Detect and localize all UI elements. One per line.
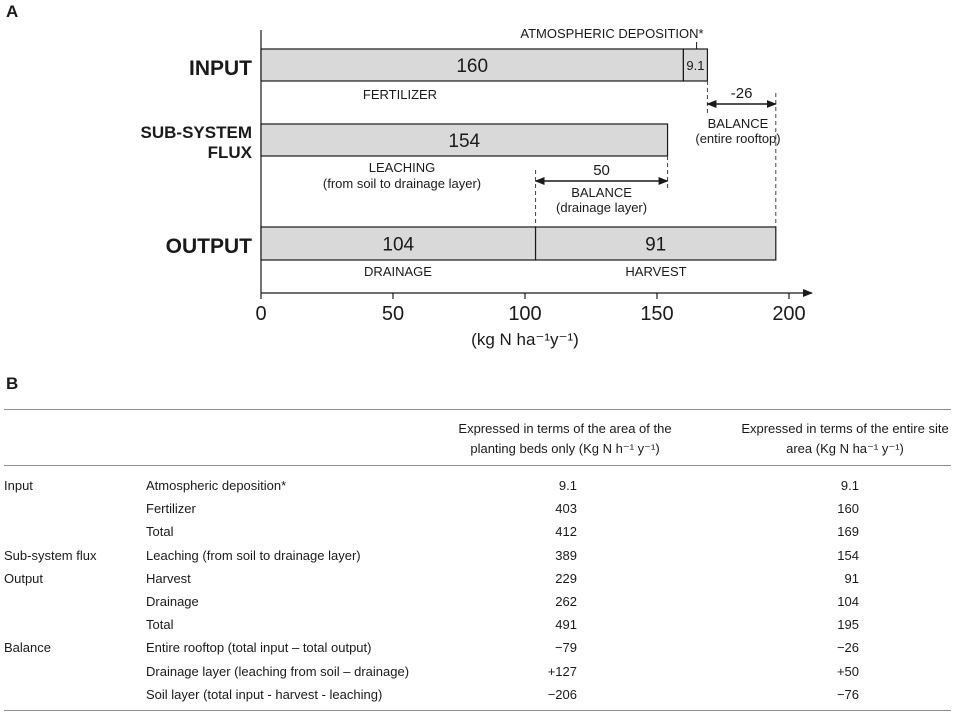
table-item-1: Fertilizer	[146, 501, 196, 517]
table-top-rule	[4, 409, 951, 410]
bar-value-2-0: 104	[382, 234, 415, 256]
label-leaching-line0: LEACHING	[368, 160, 436, 175]
table-value-beds-4: 229	[555, 570, 577, 586]
balance-rooftop-label-line1: (entire rooftop)	[695, 131, 781, 146]
table-item-8: Drainage layer (leaching from soil – drainage)	[146, 663, 410, 679]
table-item-9: Soil layer (total input - harvest - leaching)	[146, 686, 383, 702]
bar-value-0-0: 160	[456, 56, 489, 77]
row-label-output: OUTPUT	[165, 235, 252, 258]
header-planting-beds-line2: planting beds only (Kg N h⁻¹ y⁻¹)	[470, 441, 660, 456]
x-tick-label-50: 50	[381, 303, 405, 325]
table-item-7: Entire rooftop (total input – total output)	[146, 640, 372, 656]
table-value-site-7: −26	[836, 640, 859, 656]
row-label-input: INPUT	[189, 57, 252, 80]
table-value-beds-2: 412	[555, 524, 577, 540]
x-tick-label-100: 100	[508, 303, 542, 325]
bar-value-1-0: 154	[448, 131, 481, 152]
x-tick-label-0: 0	[255, 303, 267, 325]
table-item-0: Atmospheric deposition*	[146, 478, 287, 493]
table-group-0: Input	[4, 478, 33, 493]
table-value-beds-8: +127	[547, 663, 577, 679]
table-value-site-2: 169	[837, 524, 859, 540]
table-value-site-3: 154	[837, 547, 859, 563]
table-value-beds-0: 9.1	[558, 478, 577, 493]
header-entire-site-line2: area (Kg N ha⁻¹ y⁻¹)	[786, 441, 904, 456]
table-value-site-5: 104	[837, 594, 859, 609]
header-planting-beds-line1: Expressed in terms of the area of the	[458, 421, 672, 436]
table-value-beds-1: 403	[555, 501, 577, 517]
table-item-5: Drainage	[146, 594, 199, 609]
balance-rooftop-label-line0: BALANCE	[707, 116, 769, 131]
table-value-site-4: 91	[844, 570, 859, 586]
table-value-beds-6: 491	[555, 617, 577, 633]
balance-drainage-label-line0: BALANCE	[571, 185, 632, 200]
header-planting-beds	[440, 419, 690, 459]
table-value-site-1: 160	[837, 501, 859, 517]
label-atmospheric-deposition: ATMOSPHERIC DEPOSITION*	[520, 26, 704, 41]
table-value-beds-3: 389	[555, 547, 577, 563]
table-value-beds-5: 262	[555, 594, 577, 609]
table-header-rule	[4, 465, 951, 466]
label-fertilizer: FERTILIZER	[362, 87, 438, 102]
x-axis-label: (kg N ha⁻¹y⁻¹)	[471, 330, 579, 349]
x-tick-label-200: 200	[772, 303, 806, 325]
table-value-site-8: +50	[836, 663, 859, 679]
bar-value-0-1: 9.1	[686, 58, 705, 73]
label-drainage: DRAINAGE	[364, 264, 432, 279]
balance-drainage-value: 50	[593, 162, 610, 179]
table-group-3: Sub-system flux	[4, 547, 97, 563]
table-item-4: Harvest	[146, 570, 191, 586]
row-label-1-line1: FLUX	[207, 143, 252, 162]
balance-rooftop-value: -26	[730, 85, 753, 102]
table-group-7: Balance	[4, 640, 51, 656]
x-tick-label-150: 150	[640, 303, 674, 325]
row-label-1-line0: SUB-SYSTEM	[140, 123, 252, 142]
balance-drainage-label-line1: (drainage layer)	[556, 200, 648, 215]
table-item-6: Total	[146, 617, 174, 633]
table-value-site-0: 9.1	[840, 478, 859, 493]
table-value-beds-7: −79	[554, 640, 577, 656]
header-entire-site	[720, 419, 957, 459]
table-item-2: Total	[146, 524, 174, 540]
label-harvest: HARVEST	[625, 264, 687, 279]
table-group-4: Output	[4, 570, 44, 586]
header-entire-site-line1: Expressed in terms of the entire site	[741, 421, 949, 436]
table-item-3: Leaching (from soil to drainage layer)	[146, 547, 361, 563]
panel-b-label: B	[6, 374, 19, 393]
table-bottom-rule	[4, 710, 951, 711]
panel-a-label: A	[6, 2, 19, 21]
bar-value-2-1: 91	[645, 234, 667, 256]
table-value-beds-9: −206	[547, 686, 577, 702]
table-value-site-9: −76	[836, 686, 859, 702]
label-leaching-line1: (from soil to drainage layer)	[322, 176, 482, 191]
table-value-site-6: 195	[837, 617, 859, 633]
